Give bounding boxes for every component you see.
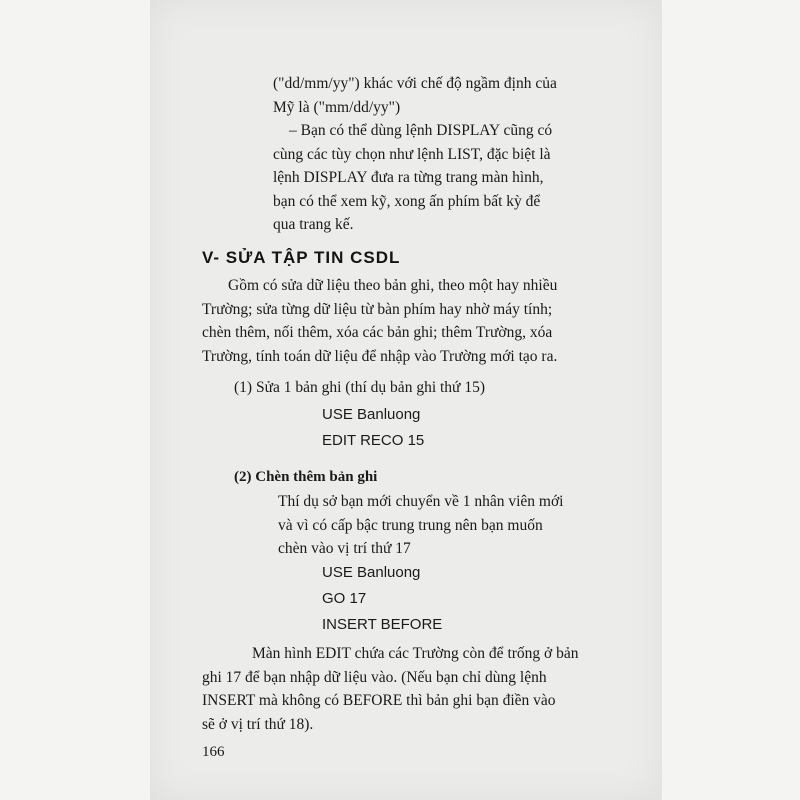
text-line: Mỹ là ("mm/dd/yy"): [273, 98, 401, 116]
text-line: qua trang kế.: [273, 216, 354, 233]
text-line: Màn hình EDIT chứa các Trường còn để trống ở bản: [252, 645, 579, 662]
text-line: chèn vào vị trí thứ 17: [278, 540, 411, 557]
command-line: EDIT RECO 15: [322, 432, 425, 449]
text-line: lệnh DISPLAY đưa ra từng trang màn hình,: [273, 169, 544, 186]
command-line: INSERT BEFORE: [322, 616, 443, 633]
section-intro-paragraph: [202, 274, 557, 368]
text-line: cùng các tùy chọn như lệnh LIST, đặc biệt là: [273, 145, 551, 163]
text-line: Thí dụ sở bạn mới chuyển về 1 nhân viên mới: [278, 493, 564, 510]
item2-commands: [322, 560, 442, 638]
command-line: USE Banluong: [322, 564, 421, 581]
command-line: GO 17: [322, 590, 367, 607]
closing-paragraph: [202, 642, 578, 736]
item1-title: (1) Sửa 1 bản ghi (thí dụ bản ghi thứ 15): [234, 379, 485, 396]
text-line: chèn thêm, nối thêm, xóa các bản ghi; thêm Trường, xóa: [202, 324, 553, 341]
text-line: bạn có thể xem kỹ, xong ấn phím bất kỳ để: [273, 192, 541, 210]
item2-title: (2) Chèn thêm bản ghi: [234, 469, 378, 485]
book-page: [150, 0, 662, 800]
text-line: ghi 17 để bạn nhập dữ liệu vào. (Nếu bạn chỉ dùng lệnh: [202, 668, 547, 686]
text-line: và vì có cấp bậc trung trung nên bạn muốn: [278, 516, 543, 534]
section-heading: V- SỬA TẬP TIN CSDL: [202, 248, 401, 267]
item2-description: [278, 490, 563, 561]
text-line: Trường; sửa từng dữ liệu từ bàn phím hay nhờ máy tính;: [202, 300, 553, 318]
continuation-paragraph: [273, 72, 557, 237]
command-line: USE Banluong: [322, 406, 421, 423]
text-line: – Bạn có thể dùng lệnh DISPLAY cũng có: [289, 122, 553, 139]
text-line: Gồm có sửa dữ liệu theo bản ghi, theo một hay nhiều: [228, 277, 558, 294]
item1-commands: [322, 402, 424, 454]
text-line: INSERT mà không có BEFORE thì bản ghi bạn điền vào: [202, 692, 556, 709]
text-line: ("dd/mm/yy") khác với chế độ ngầm định của: [273, 75, 557, 92]
text-line: sẽ ở vị trí thứ 18).: [202, 715, 314, 733]
page-number: 166: [202, 744, 225, 760]
text-line: Trường, tính toán dữ liệu để nhập vào Trường mới tạo ra.: [202, 347, 558, 365]
